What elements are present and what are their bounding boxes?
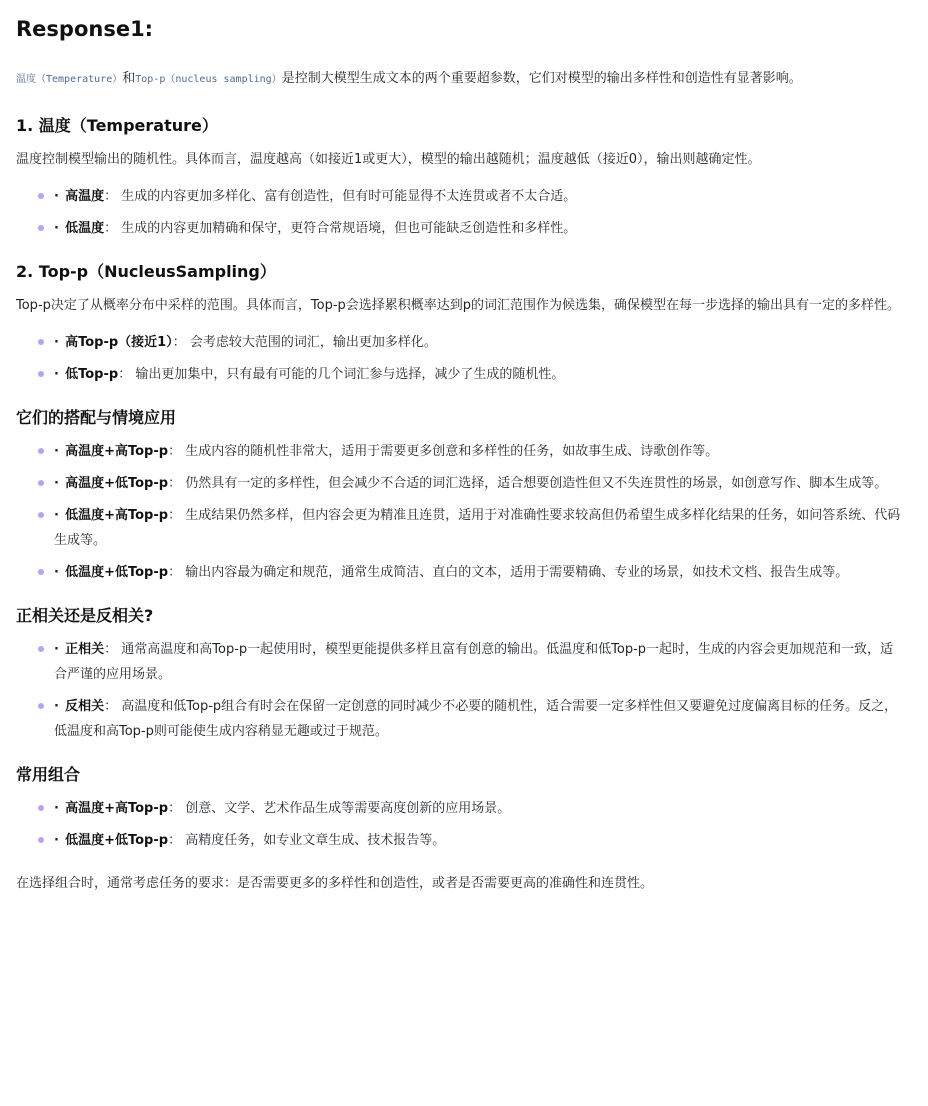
bullet-mark: · (54, 565, 59, 580)
bullet-dot-icon (38, 837, 44, 843)
bullet-mark: · (54, 189, 59, 204)
list-item (38, 637, 904, 687)
bullet-dot-icon (38, 512, 44, 518)
item-label: 高温度+高Top-p (65, 444, 169, 459)
bullet-mark: · (54, 642, 59, 657)
list-temperature (16, 184, 904, 241)
item-separator: ： (168, 508, 182, 523)
bullet-mark: · (54, 444, 59, 459)
item-text: 生成结果仍然多样，但内容会更为精准且连贯，适用于对准确性要求较高但仍希望生成多样化结果的任务，如问答系统、代码生成等。 (54, 508, 901, 548)
item-text: 输出更加集中，只有最有可能的几个词汇参与选择，减少了生成的随机性。 (135, 367, 565, 382)
item-label: 低温度+高Top-p (65, 508, 169, 523)
item-text: 高精度任务，如专业文章生成、技术报告等。 (185, 833, 446, 848)
item-label: 高温度+高Top-p (65, 801, 169, 816)
bullet-dot-icon (38, 646, 44, 652)
inline-code-top-p: Top-p（nucleus sampling） (135, 74, 282, 85)
item-label: 正相关 (65, 642, 105, 657)
item-separator: ： (104, 221, 118, 236)
item-separator: ： (104, 642, 118, 657)
item-separator: ： (168, 565, 182, 580)
item-separator: ： (168, 476, 182, 491)
item-text: 生成的内容更加精确和保守，更符合常规语境，但也可能缺乏创造性和多样性。 (121, 221, 577, 236)
bullet-mark: · (54, 221, 59, 236)
item-text: 高温度和低Top-p组合有时会在保留一定创意的同时减少不必要的随机性，适合需要一定多样性但又要避免过度偏离目标的任务。反之，低温度和高Top-p则可能使生成内容稍显无趣或过于规范。 (54, 699, 898, 739)
list-item (38, 560, 904, 585)
item-separator: ： (168, 833, 182, 848)
bullet-dot-icon (38, 805, 44, 811)
list-item (38, 828, 904, 853)
page-title: Response1: (16, 17, 154, 41)
bullet-mark: · (54, 367, 59, 382)
section-paragraph-top-p: Top-p决定了从概率分布中采样的范围。具体而言，Top-p会选择累积概率达到p的词汇范围作为候选集，确保模型在每一步选择的输出具有一定的多样性。 (16, 298, 901, 313)
item-text: 生成的内容更加多样化、富有创造性，但有时可能显得不太连贯或者不太合适。 (121, 189, 577, 204)
inline-code-temperature: 温度（Temperature） (16, 74, 123, 85)
list-item (38, 471, 904, 496)
item-text: 仍然具有一定的多样性，但会减少不合适的词汇选择，适合想要创造性但又不失连贯性的场景，如创意写作、脚本生成等。 (185, 476, 888, 491)
bullet-dot-icon (38, 225, 44, 231)
list-item (38, 216, 904, 241)
item-separator: ： (168, 801, 182, 816)
section-paragraph-temperature: 温度控制模型输出的随机性。具体而言，温度越高（如接近1或更大），模型的输出越随机；温度越低（接近0），输出则越确定性。 (16, 152, 761, 167)
bullet-dot-icon (38, 339, 44, 345)
bullet-mark: · (54, 476, 59, 491)
list-common (16, 796, 904, 853)
item-label: 低温度+低Top-p (65, 565, 169, 580)
list-item (38, 184, 904, 209)
list-combos (16, 439, 904, 585)
bullet-mark: · (54, 801, 59, 816)
list-item (38, 330, 904, 355)
list-item (38, 694, 904, 744)
section-heading-temperature: 1. 温度（Temperature） (16, 116, 218, 135)
item-separator: ： (168, 444, 182, 459)
intro-rest: 是控制大模型生成文本的两个重要超参数，它们对模型的输出多样性和创造性有显著影响。 (281, 71, 802, 86)
section-heading-top-p: 2. Top-p（NucleusSampling） (16, 262, 276, 281)
item-separator: ： (172, 335, 186, 350)
item-label: 反相关 (65, 699, 105, 714)
bullet-dot-icon (38, 193, 44, 199)
intro-paragraph (16, 68, 904, 91)
bullet-dot-icon (38, 703, 44, 709)
bullet-mark: · (54, 335, 59, 350)
list-item (38, 439, 904, 464)
item-separator: ： (104, 189, 118, 204)
item-separator: ： (104, 699, 118, 714)
item-text: 通常高温度和高Top-p一起使用时，模型更能提供多样且富有创意的输出。低温度和低Top-p一起时，生成的内容会更加规范和一致，适合严谨的应用场景。 (54, 642, 894, 682)
intro-join: 和 (122, 71, 136, 86)
item-label: 低Top-p (65, 367, 119, 382)
section-heading-common: 常用组合 (16, 765, 81, 784)
list-item (38, 796, 904, 821)
bullet-mark: · (54, 699, 59, 714)
item-text: 会考虑较大范围的词汇，输出更加多样化。 (189, 335, 437, 350)
bullet-dot-icon (38, 371, 44, 377)
list-correlation (16, 637, 904, 744)
bullet-dot-icon (38, 569, 44, 575)
bullet-dot-icon (38, 480, 44, 486)
item-text: 输出内容最为确定和规范，通常生成简洁、直白的文本，适用于需要精确、专业的场景，如技术文档、报告生成等。 (185, 565, 849, 580)
conclusion-paragraph: 在选择组合时，通常考虑任务的要求：是否需要更多的多样性和创造性，或者是否需要更高的准确性和连贯性。 (16, 876, 654, 891)
section-heading-correlation: 正相关还是反相关? (16, 606, 154, 625)
item-text: 生成内容的随机性非常大，适用于需要更多创意和多样性的任务，如故事生成、诗歌创作等。 (185, 444, 719, 459)
item-label: 低温度 (65, 221, 105, 236)
list-item (38, 362, 904, 387)
item-separator: ： (118, 367, 132, 382)
bullet-dot-icon (38, 448, 44, 454)
item-label: 低温度+低Top-p (65, 833, 169, 848)
section-heading-combos: 它们的搭配与情境应用 (16, 408, 177, 427)
bullet-mark: · (54, 508, 59, 523)
bullet-mark: · (54, 833, 59, 848)
list-top-p (16, 330, 904, 387)
list-item (38, 503, 904, 553)
item-label: 高温度+低Top-p (65, 476, 169, 491)
item-text: 创意、文学、艺术作品生成等需要高度创新的应用场景。 (185, 801, 511, 816)
item-label: 高温度 (65, 189, 105, 204)
item-label: 高Top-p（接近1） (65, 335, 173, 350)
